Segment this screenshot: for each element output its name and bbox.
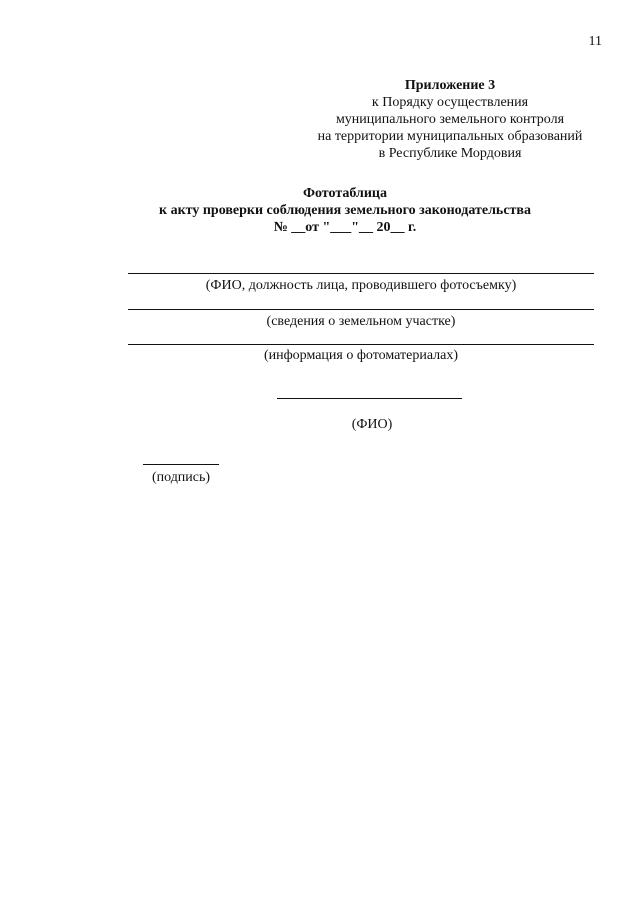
photo-materials-line bbox=[128, 344, 594, 345]
responsible-person-line bbox=[128, 273, 594, 274]
document-title-line: № __от "___"__ 20__ г. bbox=[273, 220, 417, 235]
appendix-line: муниципального земельного контроля bbox=[335, 112, 565, 127]
document-title-line: Фототаблица bbox=[302, 186, 388, 201]
land-plot-caption: (сведения о земельном участке) bbox=[266, 314, 456, 329]
signature-caption: (подпись) bbox=[151, 470, 211, 485]
document-title-line: к акту проверки соблюдения земельного законодательства bbox=[159, 203, 531, 218]
page-number: 11 bbox=[588, 34, 602, 49]
appendix-title: Приложение 3 bbox=[404, 78, 496, 93]
full-name-line bbox=[277, 398, 462, 399]
responsible-person-caption: (ФИО, должность лица, проводившего фотосъемку) bbox=[205, 278, 517, 293]
full-name-caption: (ФИО) bbox=[351, 417, 393, 432]
appendix-block bbox=[300, 77, 600, 162]
appendix-line: в Республике Мордовия bbox=[378, 146, 522, 161]
document-title bbox=[0, 185, 640, 236]
appendix-line: к Порядку осуществления bbox=[371, 95, 529, 110]
appendix-line: на территории муниципальных образований bbox=[317, 129, 583, 144]
photo-materials-caption: (информация о фотоматериалах) bbox=[263, 348, 459, 363]
signature-line bbox=[143, 464, 219, 465]
land-plot-line bbox=[128, 309, 594, 310]
